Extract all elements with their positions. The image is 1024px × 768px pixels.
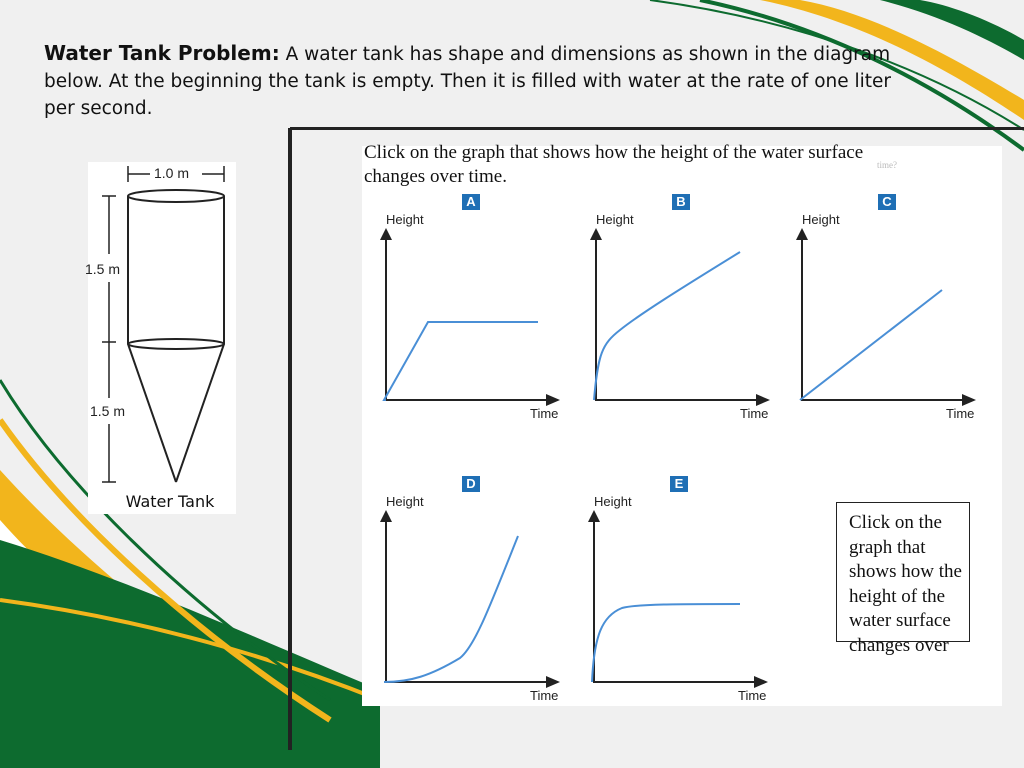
graph-plot <box>370 194 570 419</box>
x-axis-label: Time <box>738 688 767 703</box>
y-axis-arrow <box>380 510 392 522</box>
graph-option-c[interactable] <box>786 194 986 419</box>
x-axis-arrow <box>546 676 560 688</box>
graph-axes <box>594 520 756 682</box>
y-axis-arrow <box>796 228 808 240</box>
tank-lower-height-label: 1.5 m <box>90 403 126 419</box>
graph-plot <box>578 476 778 701</box>
graph-letter-badge: A <box>462 194 480 210</box>
instruction-note: Click on the graph that shows how the height of the water surface changes over <box>836 502 970 642</box>
problem-title: Water Tank Problem: <box>44 41 280 65</box>
y-axis-label: Height <box>596 212 634 227</box>
graph-letter-badge: E <box>670 476 688 492</box>
graph-curve <box>594 252 740 400</box>
graph-letter-badge: D <box>462 476 480 492</box>
graph-axes <box>596 238 758 400</box>
y-axis-arrow <box>380 228 392 240</box>
graph-curve <box>384 536 518 682</box>
x-axis-label: Time <box>530 688 559 703</box>
graph-plot <box>580 194 780 419</box>
x-axis-arrow <box>756 394 770 406</box>
x-axis-arrow <box>754 676 768 688</box>
problem-statement <box>44 40 924 122</box>
graph-letter-badge: B <box>672 194 690 210</box>
tank-diagram <box>85 162 236 514</box>
tank-width-label: 1.0 m <box>154 165 190 181</box>
graph-axes <box>386 520 548 682</box>
tank-caption: Water Tank <box>125 492 215 511</box>
graph-curve <box>384 322 538 400</box>
graph-option-e[interactable] <box>578 476 778 701</box>
x-axis-label: Time <box>530 406 559 421</box>
problem-body: A water tank has shape and dimensions as shown in the diagram below. At the beginning the tank is empty. Then it is filled with water at the rate of one liter per second. <box>44 44 892 119</box>
y-axis-label: Height <box>386 212 424 227</box>
graph-letter-badge: C <box>878 194 896 210</box>
graph-curve <box>800 290 942 400</box>
graph-axes <box>802 238 964 400</box>
graph-plot <box>370 476 570 701</box>
graph-axes <box>386 238 548 400</box>
x-axis-label: Time <box>740 406 769 421</box>
tank-upper-height-label: 1.5 m <box>85 261 121 277</box>
question-text: Click on the graph that shows how the height of the water surface changes over time. <box>364 142 864 187</box>
graph-choice-panel <box>362 142 1002 706</box>
divider-horizontal <box>290 127 1024 130</box>
divider-vertical <box>288 128 292 750</box>
faint-text: time? <box>877 160 897 170</box>
y-axis-arrow <box>588 510 600 522</box>
y-axis-arrow <box>590 228 602 240</box>
graph-option-a[interactable] <box>370 194 570 419</box>
y-axis-label: Height <box>802 212 840 227</box>
graph-plot <box>786 194 986 419</box>
x-axis-arrow <box>546 394 560 406</box>
graph-option-b[interactable] <box>580 194 780 419</box>
x-axis-arrow <box>962 394 976 406</box>
y-axis-label: Height <box>386 494 424 509</box>
tank-drawing <box>85 162 236 514</box>
y-axis-label: Height <box>594 494 632 509</box>
x-axis-label: Time <box>946 406 975 421</box>
graph-option-d[interactable] <box>370 476 570 701</box>
graph-curve <box>592 604 740 682</box>
